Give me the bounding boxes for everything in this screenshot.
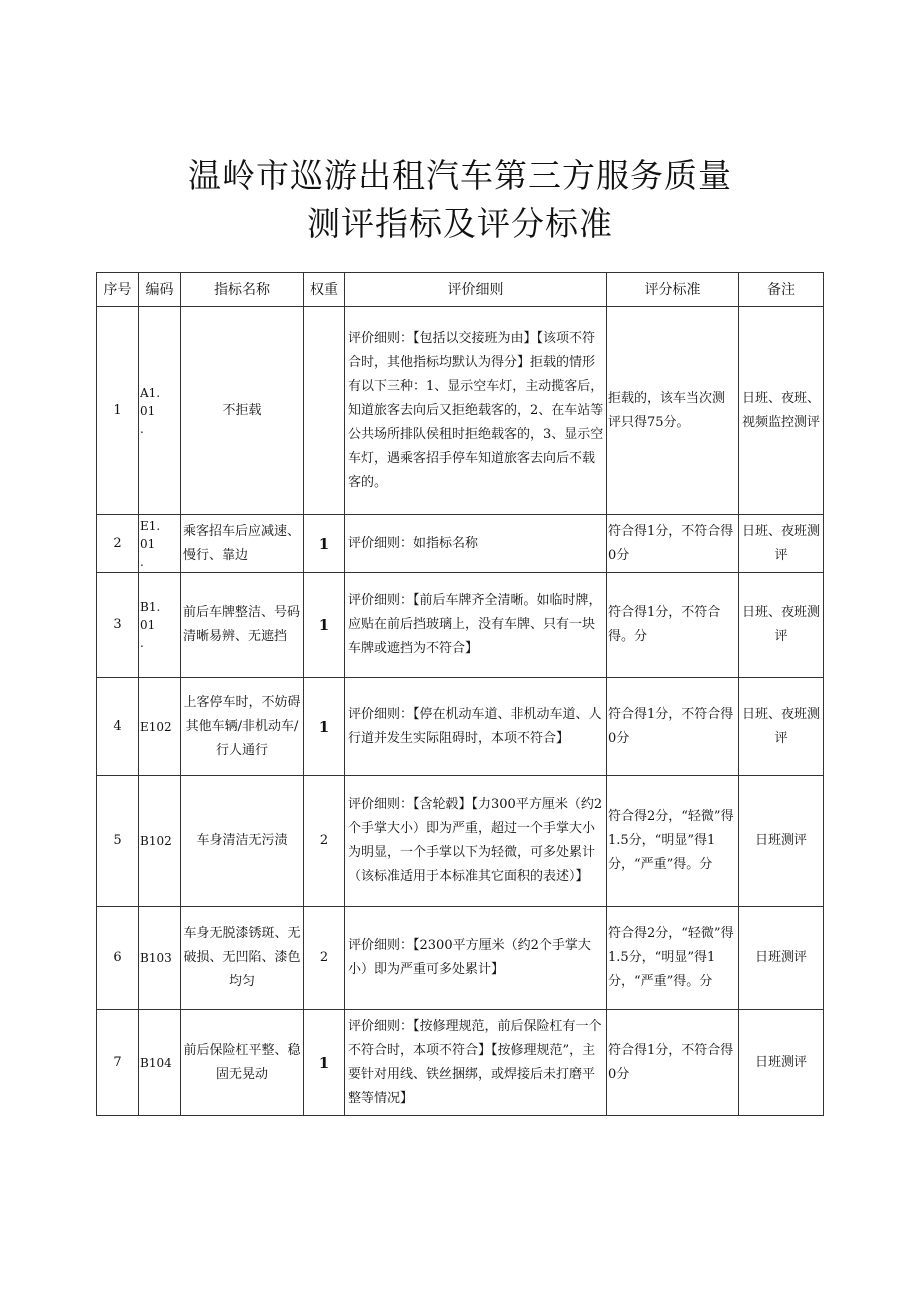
row-code: E102: [139, 678, 181, 776]
header-note: 备注: [739, 273, 824, 307]
row-no: 3: [97, 573, 139, 678]
row-name: 车身清洁无污渍: [181, 776, 304, 907]
row-weight: 1: [304, 1010, 345, 1116]
table-row: [97, 678, 824, 776]
row-weight: 1: [304, 678, 345, 776]
row-code: B104: [139, 1010, 181, 1116]
row-name: 乘客招车后应减速、慢行、靠边: [181, 515, 304, 573]
row-code: B1. 01 .: [139, 573, 181, 678]
row-standard: 符合得1分，不符合得0分: [607, 1010, 739, 1116]
row-weight: 1: [304, 573, 345, 678]
row-detail: 评价细则：【包括以交接班为由】【该项不符合时，其他指标均默认为得分】拒载的情形有以下三种：1、显示空车灯，主动揽客后，知道旅客去向后又拒绝载客的，2、在车站等公共场所排队侯租时拒绝载客的，3、显示空车灯，遇乘客招手停车知道旅客去向后不载客的。: [345, 307, 607, 515]
row-standard: 符合得2分，“轻微”得1.5分，“明显”得1分，“严重”得。分: [607, 776, 739, 907]
header-detail: 评价细则: [345, 273, 607, 307]
row-code: B103: [139, 907, 181, 1010]
row-code: E1. 01 .: [139, 515, 181, 573]
row-note: 日班测评: [739, 776, 824, 907]
row-standard: 符合得1分，不符合得。分: [607, 573, 739, 678]
document-title-line2: 测评指标及评分标准: [307, 204, 613, 243]
row-standard: 符合得2分，“轻微”得1.5分，“明显”得1分，“严重”得。分: [607, 907, 739, 1010]
row-standard: 符合得1分，不符合得0分: [607, 678, 739, 776]
row-no: 1: [97, 307, 139, 515]
row-detail: 评价细则：【按修理规范，前后保险杠有一个不符合时，本项不符合】【按修理规范”，主要针对用线、铁丝捆绑，或焊接后未打磨平整等情况】: [345, 1010, 607, 1116]
row-weight: 1: [304, 515, 345, 573]
table-row: [97, 307, 824, 515]
table-row: [97, 907, 824, 1010]
row-no: 5: [97, 776, 139, 907]
header-no: 序号: [97, 273, 139, 307]
row-code: A1. 01 .: [139, 307, 181, 515]
row-standard: 符合得1分，不符合得0分: [607, 515, 739, 573]
row-detail: 评价细则：【停在机动车道、非机动车道、人行道并发生实际阻碍时，本项不符合】: [345, 678, 607, 776]
row-note: 日班、夜班测评: [739, 573, 824, 678]
table-row: [97, 515, 824, 573]
row-detail: 评价细则：【2300平方厘米（约2个手掌大小）即为严重可多处累计】: [345, 907, 607, 1010]
row-weight: 2: [304, 776, 345, 907]
row-standard: 拒载的，该车当次测评只得75分。: [607, 307, 739, 515]
row-name: 前后车牌整洁、号码清晰易辨、无遮挡: [181, 573, 304, 678]
row-no: 2: [97, 515, 139, 573]
row-note: 日班测评: [739, 907, 824, 1010]
row-no: 6: [97, 907, 139, 1010]
row-note: 日班、夜班测评: [739, 678, 824, 776]
row-detail: 评价细则：【含轮毂】【力300平方厘米（约2个手掌大小）即为严重，超过一个手掌大小为明显，一个手掌以下为轻微，可多处累计（该标准适用于本标准其它面积的表述）】: [345, 776, 607, 907]
row-code: B102: [139, 776, 181, 907]
row-no: 7: [97, 1010, 139, 1116]
row-detail: 评价细则：如指标名称: [345, 515, 607, 573]
table-row: [97, 573, 824, 678]
header-name: 指标名称: [181, 273, 304, 307]
table-row: [97, 1010, 824, 1116]
row-no: 4: [97, 678, 139, 776]
row-weight: [304, 307, 345, 515]
row-name: 前后保险杠平整、稳固无晃动: [181, 1010, 304, 1116]
table-header-row: [97, 273, 824, 307]
table-row: [97, 776, 824, 907]
header-code: 编码: [139, 273, 181, 307]
row-detail: 评价细则：【前后车牌齐全清晰。如临时牌，应贴在前后挡玻璃上，没有车牌、只有一块车牌或遮挡为不符合】: [345, 573, 607, 678]
row-name: 上客停车时，不妨碍其他车辆/非机动车/行人通行: [181, 678, 304, 776]
row-note: 日班、夜班测评: [739, 515, 824, 573]
header-standard: 评分标准: [607, 273, 739, 307]
scoring-table: [96, 272, 824, 1116]
document-title-line1: 温岭市巡游出租汽车第三方服务质量: [188, 156, 732, 195]
header-weight: 权重: [304, 273, 345, 307]
row-note: 日班测评: [739, 1010, 824, 1116]
row-weight: 2: [304, 907, 345, 1010]
row-name: 不拒载: [181, 307, 304, 515]
row-name: 车身无脱漆锈斑、无破损、无凹陷、漆色均匀: [181, 907, 304, 1010]
row-note: 日班、夜班、视频监控测评: [739, 307, 824, 515]
